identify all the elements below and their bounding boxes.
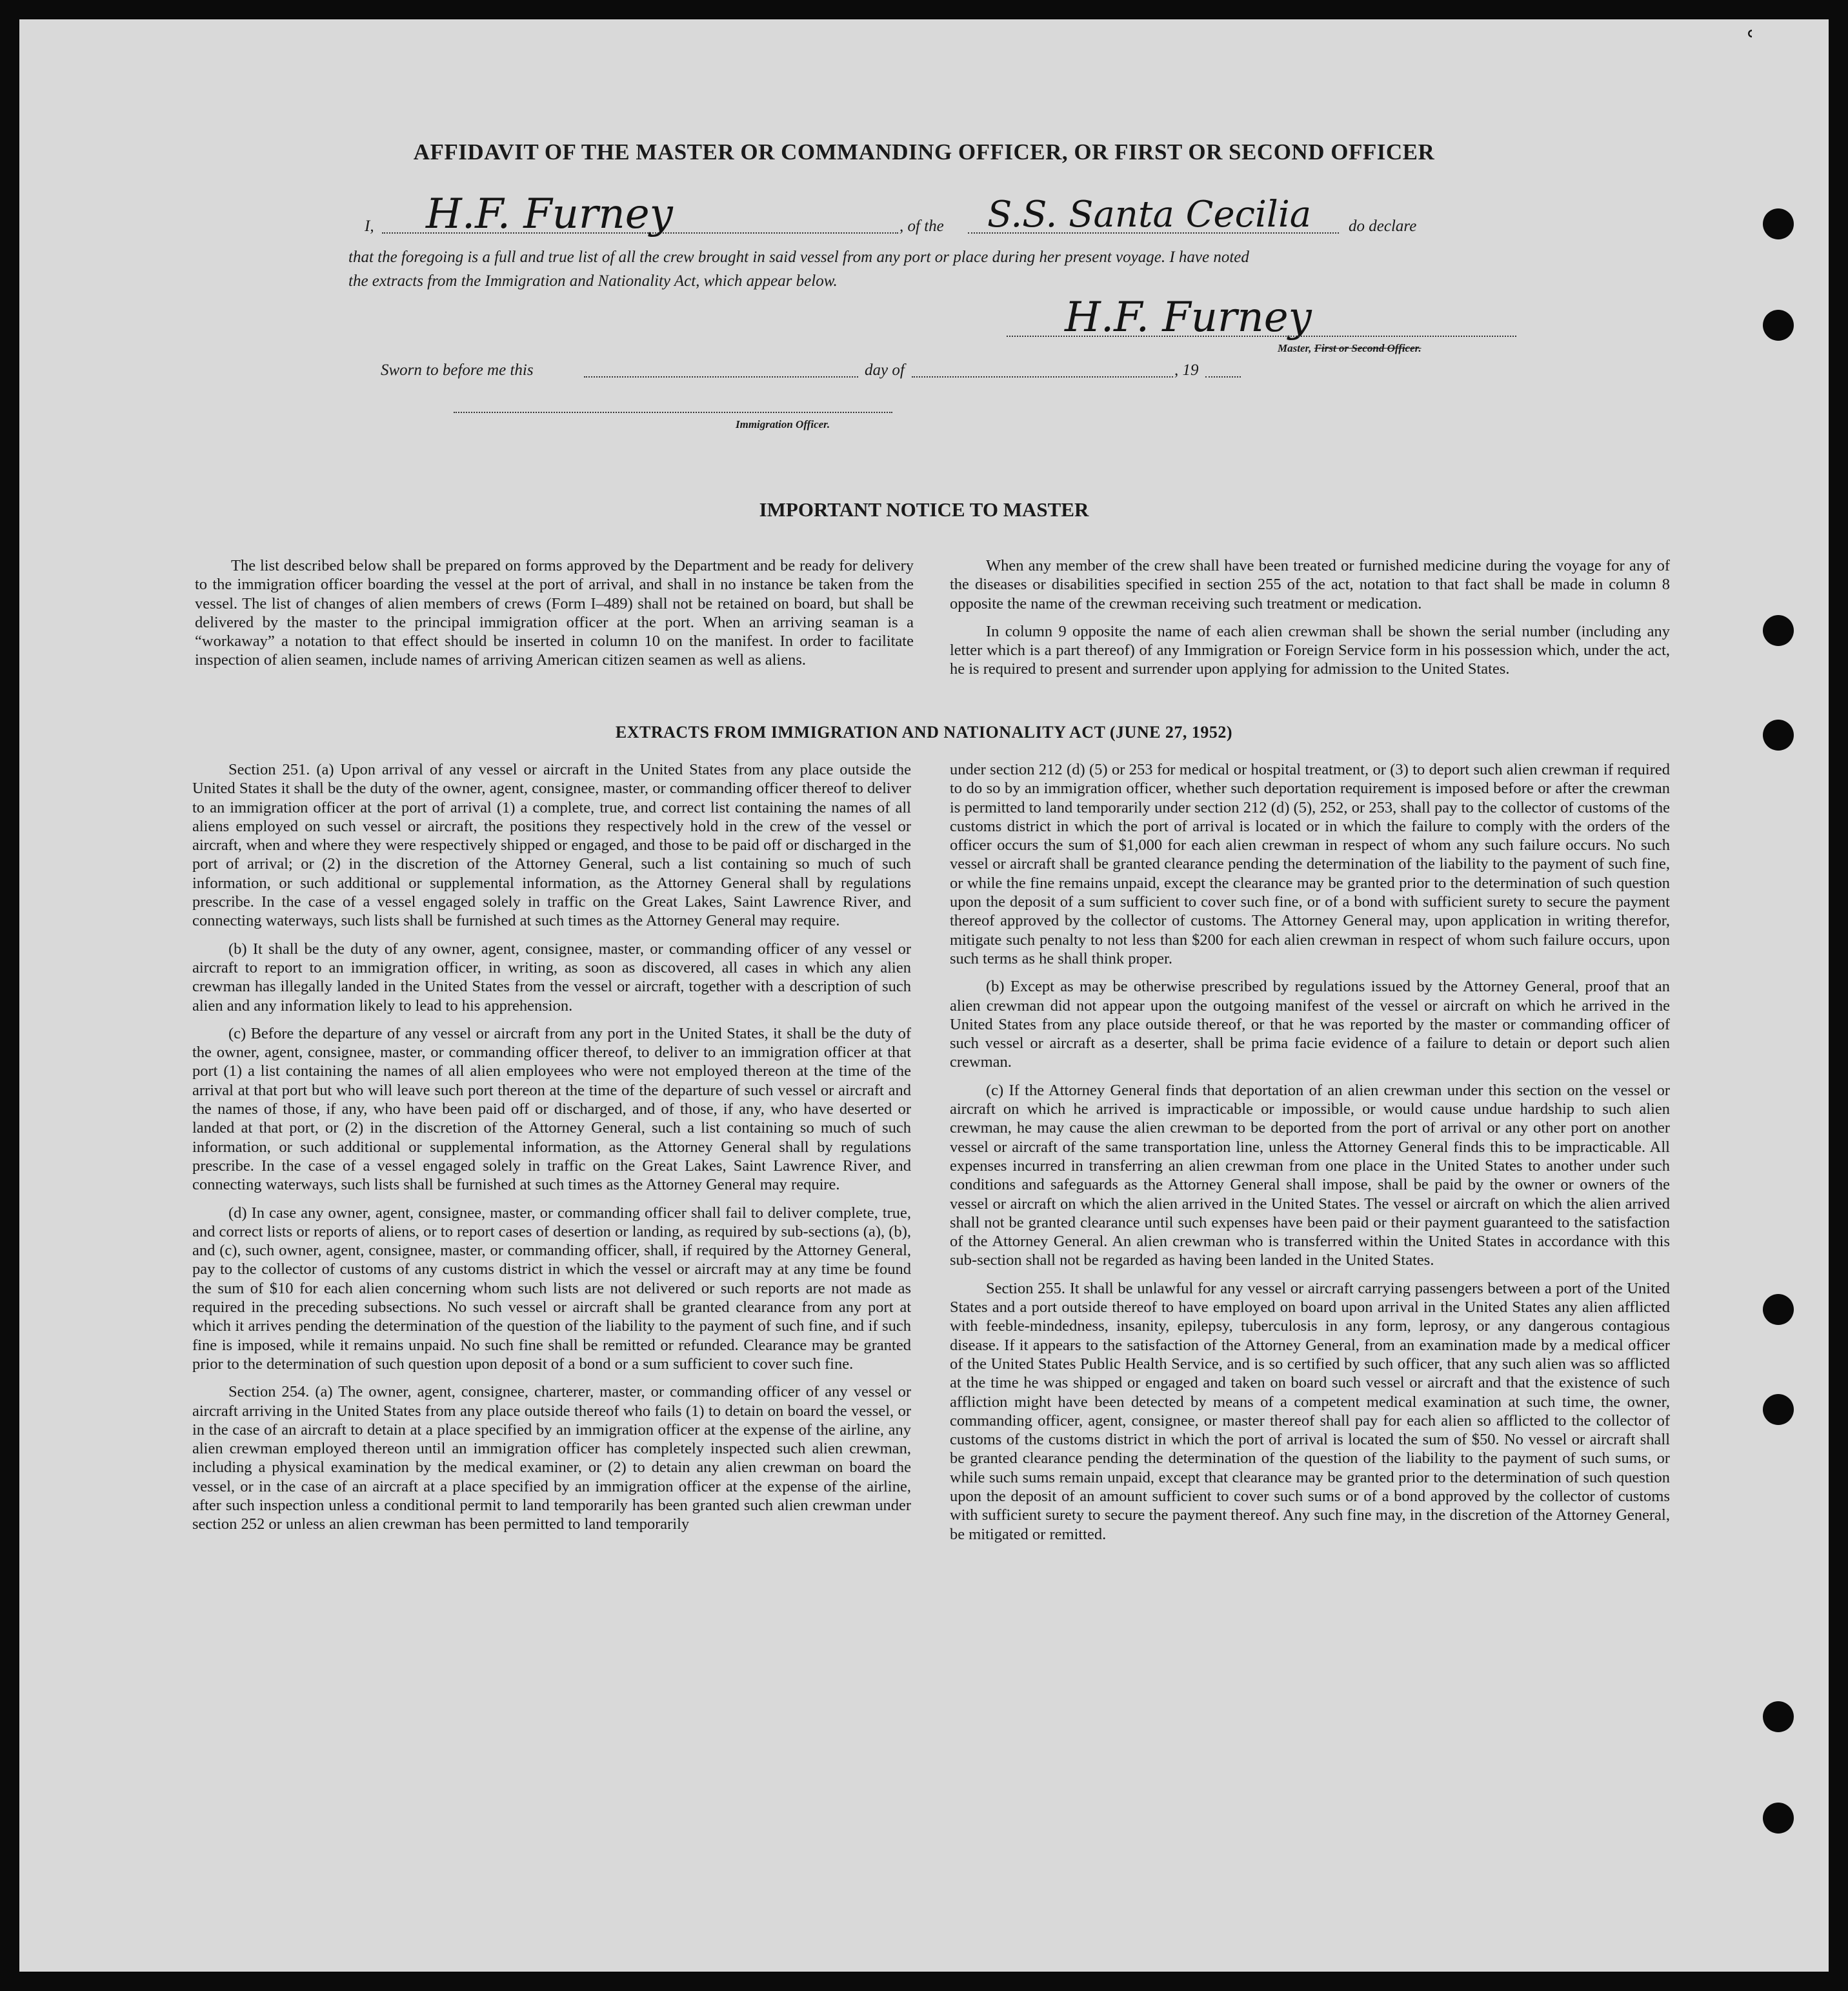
act-paragraph: (c) If the Attorney General finds that deportation of an alien crewman under this section on the vessel or aircraft on which he arrived is impracticable or impossible, or would cause undue hardship to such alien crewman, he may cause the alien crewman to be deported from the port of arrival or any other port on another vessel or aircraft of the same transportation line, unless the Attorney General finds this to be impracticable. All expenses incurred in transferring an alien crewman from one place in the United States to another under such conditions and safeguards as the Attorney General shall impose, shall be paid by the owner or owners of the vessel or aircraft on which the alien arrived in the United States. The vessel or aircraft on which the alien arrived shall not be granted clearance until such expenses have been paid or their payment guaranteed to the satisfaction of the Attorney General. An alien crewman who is transferred within the United States in accordance with this sub-section shall not be regarded as having been landed in the United States. xyxy=(950,1081,1670,1269)
sworn-year-line xyxy=(1205,376,1241,378)
binder-hole xyxy=(1763,1394,1794,1425)
affidavit-sentence-1: that the foregoing is a full and true list of all the crew brought in said vessel from any port or place during her present voyage. I have noted xyxy=(348,248,1249,266)
act-paragraph: (b) Except as may be otherwise prescribed by regulations issued by the Attorney General, proof that an alien crewman did not appear upon the outgoing manifest of the vessel or aircraft on which he arrived in the United States from any place outside thereof, or that he was reported by the master or commanding officer of such vessel or aircraft as a deserter, shall be prima facie evidence of a failure to detain or deport such alien crewman. xyxy=(950,978,1670,1071)
binder-hole xyxy=(1763,1803,1794,1834)
immigration-officer-label: Immigration Officer. xyxy=(736,418,830,430)
signature-line xyxy=(1007,336,1516,337)
notice-left-column xyxy=(195,556,914,679)
sworn-day-line xyxy=(584,376,858,378)
notice-right-column xyxy=(950,556,1670,688)
master-signature-name: H.F. Furney xyxy=(426,190,673,238)
sworn-month-line xyxy=(912,376,1173,378)
i-label: I, xyxy=(365,217,374,235)
day-of-label: day of xyxy=(865,361,905,379)
binder-hole xyxy=(1763,615,1794,646)
act-paragraph: under section 212 (d) (5) or 253 for medical or hospital treatment, or (3) to deport such alien crewman if required to do so by an immigration officer, whether such deportation requirement is imposed before or after the crewman is permitted to land temporarily under section 212 (d) (5), 252, or 253, shall pay to the collector of customs of the customs district in which the port of arrival is located or in which the failure to comply with the orders of the officer occurs the sum of $1,000 for each alien crewman in respect of whom any such failure occurs. No such vessel or aircraft shall be granted clearance pending the determination of the liability to the payment of such fine, or while the fine remains unpaid, except the clearance may be granted prior to the determination of such question upon the deposit of a sum sufficient to cover such fine, or of a bond with sufficient surety to secure the payment thereof approved by the collector of customs. The Attorney General may, upon application in writing therefor, mitigate such penalty to not less than $200 for each alien crewman in respect of whom such failure occurs, upon such terms as he shall think proper. xyxy=(950,761,1670,967)
extracts-title: EXTRACTS FROM IMMIGRATION AND NATIONALITY ACT (JUNE 27, 1952) xyxy=(615,723,1233,742)
act-paragraph: Section 251. (a) Upon arrival of any vessel or aircraft in the United States from any place outside the United States it shall be the duty of the owner, agent, consignee, master, or commanding officer thereof to deliver to an immigration officer at the port of arrival (1) a complete, true, and correct list containing the names of all aliens employed on such vessel or aircraft, the positions they respectively hold in the crew of the vessel or aircraft, when and where they were respectively shipped or engaged, and those to be paid off or discharged in the port of arrival; or (2) in the discretion of the Attorney General, such a list containing so much of such information, or such additional or supplemental information, as the Attorney General shall by regulations prescribe. In the case of a vessel engaged solely in traffic on the Great Lakes, Saint Lawrence River, and connecting waterways, such lists shall be furnished at such times as the Attorney General may require. xyxy=(192,761,911,930)
notice-paragraph: In column 9 opposite the name of each alien crewman shall be shown the serial number (including any letter which is a part thereof) of any Immigration or Foreign Service form in his possession which, under the act, he is required to present and surrender upon applying for admission to the United States. xyxy=(950,622,1670,678)
affidavit-title: AFFIDAVIT OF THE MASTER OR COMMANDING OFFICER, OR FIRST OR SECOND OFFICER xyxy=(413,139,1435,165)
act-paragraph: (b) It shall be the duty of any owner, agent, consignee, master, or commanding officer of any vessel or aircraft to report to an immigration officer, in writing, as soon as discovered, all cases in which any alien crewman has illegally landed in the United States from the vessel or aircraft, together with a description of such alien and any information likely to lead to his apprehension. xyxy=(192,940,911,1015)
act-paragraph: (c) Before the departure of any vessel or aircraft from any port in the United States, it shall be the duty of the owner, agent, consignee, master, or commanding officer thereof, to deliver to an immigration officer at that port (1) a list containing the names of all alien employees who were not employed thereon at the time of the arrival at that port but who will leave such port thereon at the time of the departure of such vessel or aircraft and the names of those, if any, who have been paid off or discharged, and of those, if any, who have deserted or landed at that port, or (2) in the discretion of the Attorney General, such a list containing so much of such information, or such additional or supplemental information, as the Attorney General shall by regulations prescribe. In the case of a vessel engaged solely in traffic on the Great Lakes, Saint Lawrence River, and connecting waterways, such lists shall be furnished at such times as the Attorney General may require. xyxy=(192,1024,911,1194)
vessel-name: S.S. Santa Cecilia xyxy=(987,194,1312,236)
binder-hole xyxy=(1763,208,1794,239)
immigration-officer-line xyxy=(454,412,892,413)
notice-title: IMPORTANT NOTICE TO MASTER xyxy=(759,498,1089,521)
extracts-left-column xyxy=(192,760,911,1543)
affidavit-sentence-2: the extracts from the Immigration and Nationality Act, which appear below. xyxy=(348,272,838,290)
binder-hole xyxy=(1763,310,1794,341)
act-paragraph: (d) In case any owner, agent, consignee, master, or commanding officer shall fail to deliver complete, true, and correct lists or reports of aliens, or to report cases of desertion or landing, as required by sub-sections (a), (b), and (c), such owner, agent, consignee, master, or commanding officer, shall, if required by the Attorney General, pay to the collector of customs of any customs district in which the vessel or aircraft may at any time be found the sum of $10 for each alien concerning whom such lists are not delivered or such reports are not made as required in the preceding subsections. No such vessel or aircraft shall be granted clearance from any port at which it arrives pending the determination of the question of the liability to the payment of such fine, and if such fine is imposed, while it remains unpaid. No such fine shall be remitted or refunded. Clearance may be granted prior to the determination of such question upon deposit of a bond or a sum sufficient to cover such fine. xyxy=(192,1204,911,1373)
master-signature: H.F. Furney xyxy=(1065,294,1312,341)
notice-paragraph: The list described below shall be prepared on forms approved by the Department and be ready for delivery to the immigration officer boarding the vessel at the port of arrival, and shall in no instance be taken from the vessel. The list of changes of alien members of crews (Form I–489) shall not be retained on board, but shall be delivered by the master to the principal immigration officer at the port. When an arriving seaman is a “workaway” a notation to that effect should be inserted in column 10 on the manifest. In order to facilitate inspection of alien seamen, include names of arriving American citizen seamen as well as aliens. xyxy=(195,557,914,669)
binder-hole xyxy=(1763,1701,1794,1732)
act-paragraph: Section 254. (a) The owner, agent, consignee, charterer, master, or commanding officer of any vessel or aircraft arriving in the United States from any place outside thereof who fails (1) to detain on board the vessel, or in the case of an aircraft to detain at a place specified by an immigration officer at the expense of the airline, any alien crewman employed thereon until an immigration officer has completely inspected such alien crewman, including a physical examination by the medical examiner, or (2) to detain any alien crewman on board the vessel, or in the case of an aircraft at a place specified by an immigration officer at the expense of the airline, after such inspection unless a conditional permit to land temporarily has been granted such alien crewman under section 252 or unless an alien crewman has been permitted to land temporarily xyxy=(192,1383,911,1533)
corner-mark: ʿ xyxy=(1743,24,1756,66)
notice-paragraph: When any member of the crew shall have been treated or furnished medicine during the voyage for any of the diseases or disabilities specified in section 255 of the act, notation to that fact shall be made in column 8 opposite the name of the crewman receiving such treatment or medication. xyxy=(950,557,1670,612)
master-caption: Master, First or Second Officer. xyxy=(1278,342,1421,354)
year-label: , 19 xyxy=(1174,361,1199,379)
extracts-right-column xyxy=(950,760,1670,1553)
document-page xyxy=(19,19,1829,1972)
sworn-label: Sworn to before me this xyxy=(381,361,534,379)
of-the-label: , of the xyxy=(899,217,944,235)
do-declare-label: do declare xyxy=(1349,217,1417,235)
binder-hole xyxy=(1763,1294,1794,1325)
act-paragraph: Section 255. It shall be unlawful for any vessel or aircraft carrying passengers between a port of the United States and a port outside thereof to have employed on board upon arrival in the United States any alien afflicted with feeble-mindedness, insanity, epilepsy, tuberculosis in any form, leprosy, or any dangerous contagious disease. If it appears to the satisfaction of the Attorney General, from an examination made by a medical officer of the United States Public Health Service, and is so certified by such officer, that any such alien was so afflicted at the time he was shipped or engaged and taken on board such vessel or aircraft and that the existence of such affliction might have been detected by means of a competent medical examination at such time, the owner, commanding officer, agent, consignee, or master thereof shall pay for each alien so afflicted to the collector of customs of the customs district in which the port of arrival is located the sum of $50. No vessel or aircraft shall be granted clearance pending the determination of the question of the liability to the payment of such sums, or while such sums remain unpaid, except that clearance may be granted prior to the determination of such question upon the deposit of an amount sufficient to cover such sums or of a bond approved by the collector of customs with sufficient surety to secure the payment thereof. Any such fine may, in the discretion of the Attorney General, be mitigated or remitted. xyxy=(950,1279,1670,1543)
